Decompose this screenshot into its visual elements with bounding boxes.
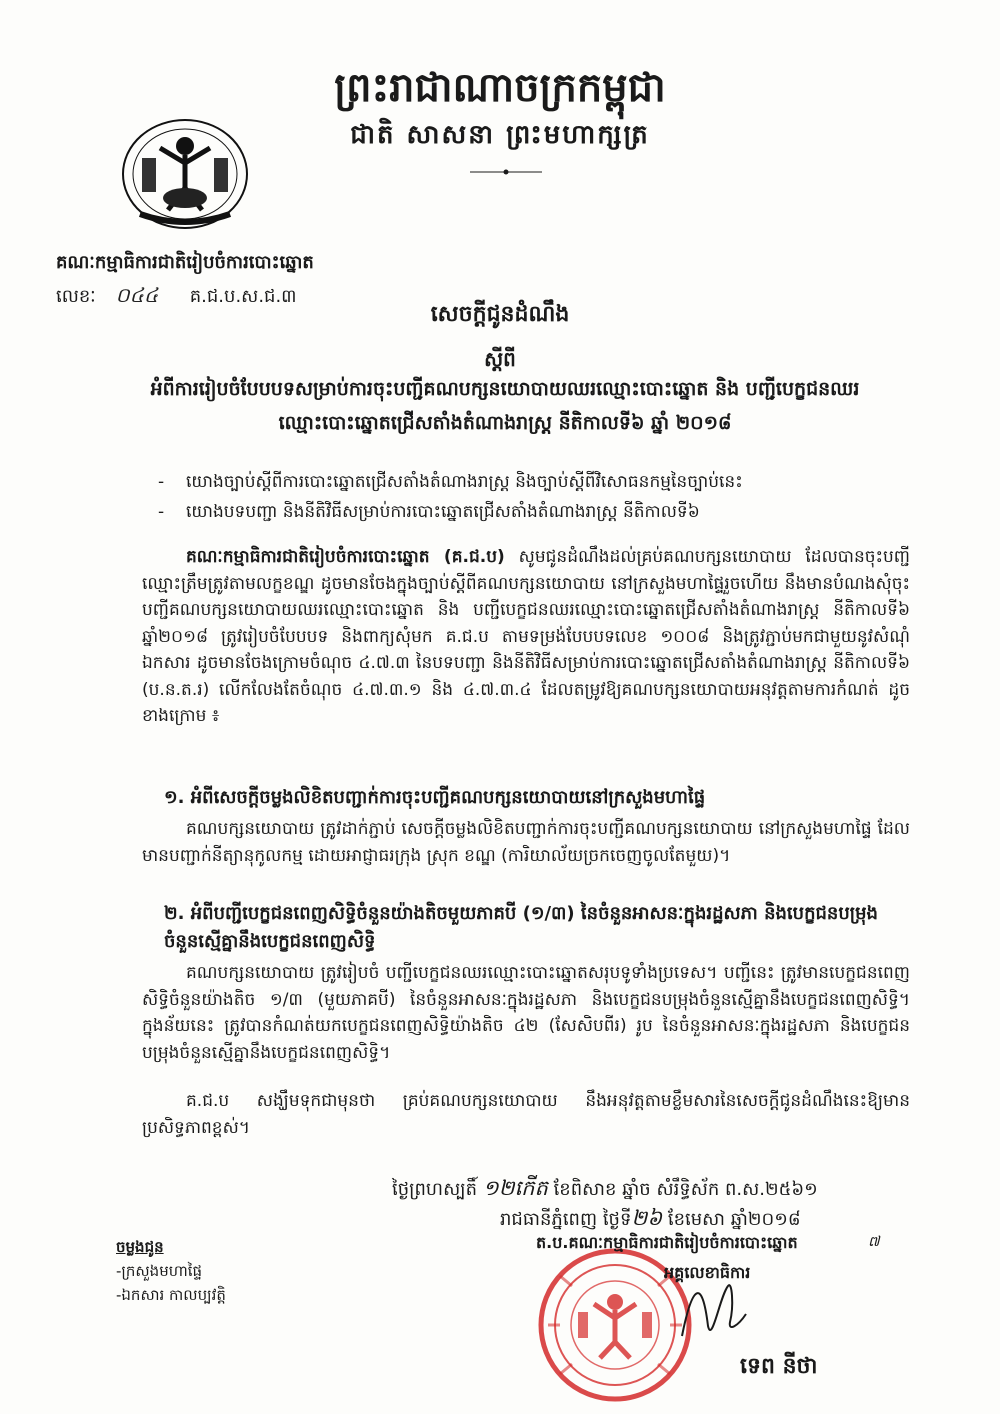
cc-item: -ឯកសារ កាលប្បវត្តិ xyxy=(116,1286,226,1304)
notice-title: សេចក្ដីជូនដំណឹង xyxy=(430,302,570,327)
intro-text: សូមជូនដំណឹងដល់គ្រប់គណបក្សនយោបាយ ដែលបានចុះបញ្ជីឈ្មោះត្រឹមត្រូវតាមលក្ខខណ្ឌ ដូចមានចែងក្នុងច្បាប់ស្ដីពីគណបក្សនយោបាយ នៅក្រសួងមហាផ្ទៃរួចហើយ នឹងមានបំណងសុំចុះបញ្ជីគណបក្សនយោបាយឈរឈ្មោះបោះឆ្នោត និង បញ្ជីបេក្ខជនឈរឈ្មោះបោះឆ្នោតជ្រើសតាំងតំណាងរាស្ត្រ នីតិកាលទី៦ ឆ្នាំ២០១៨ ត្រូវរៀបចំបែបបទ និងពាក្យសុំមក គ.ជ.ប តាមទម្រង់បែបបទលេខ ១០០៨ និងត្រូវភ្ជាប់មកជាមួយនូវសំណុំឯកសារ ដូចមានចែងក្រោមចំណុច ៤.៧.៣ នៃបទបញ្ជា និងនីតិវិធីសម្រាប់ការបោះឆ្នោតជ្រើសតាំងតំណាងរាស្ត្រ នីតិកាលទី៦ (ប.ន.ត.រ) លើកលែងតែចំណុច ៤.៧.៣.១ និង ៤.៧.៣.៤ ដែលតម្រូវឱ្យគណបក្សនយោបាយអនុវត្តតាមការកំណត់ ដូចខាងក្រោម ៖ xyxy=(142,547,910,726)
subject-heading: អំពីការរៀបចំបែបបទសម្រាប់ការចុះបញ្ជីគណបក្សនយោបាយឈរឈ្មោះបោះឆ្នោត និង បញ្ជីបេក្ខជនឈរឈ្មោះបោះឆ្នោតជ្រើសតាំងតំណាងរាស្ត្រ នីតិកាលទី៦ ឆ្នាំ ២០១៨ xyxy=(150,378,860,434)
solar-day: ២៦ xyxy=(631,1206,663,1230)
lunar-prefix: ថ្ងៃព្រហស្បតិ៍ xyxy=(392,1179,477,1200)
signatory-name: ទេព នីថា xyxy=(740,1354,818,1379)
basis-item: - យោងច្បាប់ស្ដីពីការបោះឆ្នោតជ្រើសតាំងតំណាងរាស្ត្រ និងច្បាប់ស្ដីពីវិសោធនកម្មនៃច្បាប់នេះ xyxy=(158,470,918,494)
section-body: គណបក្សនយោបាយ ត្រូវរៀបចំ បញ្ជីបេក្ខជនឈរឈ្មោះបោះឆ្នោតសរុបទូទាំងប្រទេស។ បញ្ជីនេះ ត្រូវមានបេក្ខជនពេញសិទ្ធិចំនួនយ៉ាងតិច ១/៣ (មួយភាគបី) នៃចំនួនអាសនៈក្នុងរដ្ឋសភា និងបេក្ខជនបម្រុងចំនួនស្មើគ្នានឹងបេក្ខជនពេញសិទ្ធិ។ ក្នុងន័យនេះ ត្រូវបានកំណត់យកបេក្ខជនពេញសិទ្ធិយ៉ាងតិច ៤២ (សែសិបពីរ) រូប នៃចំនួនអាសនៈក្នុងរដ្ឋសភា និងបេក្ខជនបម្រុងចំនួនស្មើគ្នានឹងបេក្ខជនពេញសិទ្ធិ។ xyxy=(142,963,910,1063)
kingdom-title: ព្រះរាជាណាចក្រកម្ពុជា xyxy=(334,65,666,111)
closing-paragraph: គ.ជ.ប សង្ឃឹមទុកជាមុនថា គ្រប់គណបក្សនយោបាយ នឹងអនុវត្តតាមខ្លឹមសារនៃសេចក្ដីជូនដំណឹងនេះឱ្យមានប្រសិទ្ធភាពខ្ពស់។ xyxy=(142,1091,910,1138)
national-motto: ជាតិ សាសនា ព្រះមហាក្សត្រ xyxy=(350,120,650,150)
signatory-organization: ត.ប.គណៈកម្មាធិការជាតិរៀបចំការបោះឆ្នោត xyxy=(536,1233,798,1252)
solar-prefix: រាជធានីភ្នំពេញ ថ្ងៃទី xyxy=(500,1209,632,1230)
intro-paragraph xyxy=(142,544,910,730)
section-heading: ២. អំពីបញ្ជីបេក្ខជនពេញសិទ្ធិចំនួនយ៉ាងតិចមួយភាគបី (១/៣) នៃចំនួនអាសនៈក្នុងរដ្ឋសភា និងបេក្ខជនបម្រុងចំនួនស្មើគ្នានឹងបេក្ខជនពេញសិទ្ធិ xyxy=(164,903,878,952)
section-body: គណបក្សនយោបាយ ត្រូវដាក់ភ្ជាប់ សេចក្ដីចម្លងលិខិតបញ្ជាក់ការចុះបញ្ជីគណបក្សនយោបាយ នៅក្រសួងមហាផ្ទៃ ដែលមានបញ្ជាក់នីត្យានុកូលកម្ម ដោយអាជ្ញាធរក្រុង ស្រុក ខណ្ឌ (ការិយាល័យច្រកចេញចូលតែមួយ)។ xyxy=(142,819,910,866)
lunar-rest: ខែពិសាខ ឆ្នាំច សំរឹទ្ធិស័ក ព.ស.២៥៦១ xyxy=(553,1179,818,1200)
issuer-committee: គណៈកម្មាធិការជាតិរៀបចំការបោះឆ្នោត xyxy=(56,252,314,273)
cc-item: -ក្រសួងមហាផ្ទៃ xyxy=(116,1262,203,1280)
lunar-day: ១២កើត xyxy=(482,1176,548,1200)
about-label: ស្ដីពី xyxy=(484,347,516,371)
lunar-date xyxy=(392,1175,818,1206)
nec-emblem xyxy=(120,118,250,230)
basis-text: យោងច្បាប់ស្ដីពីការបោះឆ្នោតជ្រើសតាំងតំណាងរាស្ត្រ និងច្បាប់ស្ដីពីវិសោធនកម្មនៃច្បាប់នេះ xyxy=(186,472,743,492)
section-heading: ១. អំពីសេចក្ដីចម្លងលិខិតបញ្ជាក់ការចុះបញ្ជីគណបក្សនយោបាយនៅក្រសួងមហាផ្ទៃ xyxy=(164,787,706,808)
basis-text: យោងបទបញ្ជា និងនីតិវិធីសម្រាប់ការបោះឆ្នោតជ្រើសតាំងតំណាងរាស្ត្រ នីតិកាលទី៦ xyxy=(186,502,700,522)
signatory-title: អគ្គលេខាធិការ xyxy=(664,1263,751,1282)
handwritten-initial: ៧ xyxy=(868,1234,880,1250)
ornament-divider xyxy=(470,168,542,176)
number-label: លេខៈ xyxy=(56,286,96,307)
cc-label: ចម្លងជូន xyxy=(116,1238,164,1256)
intro-lead: គណៈកម្មាធិការជាតិរៀបចំការបោះឆ្នោត (គ.ជ.ប) xyxy=(186,547,505,567)
basis-item: - យោងបទបញ្ជា និងនីតិវិធីសម្រាប់ការបោះឆ្នោតជ្រើសតាំងតំណាងរាស្ត្រ នីតិកាលទី៦ xyxy=(158,500,918,524)
number-reference: គ.ជ.ប.ស.ជ.៣ xyxy=(189,286,297,307)
number-value: ០៤៤ xyxy=(115,283,158,307)
solar-rest: ខែមេសា ឆ្នាំ២០១៨ xyxy=(667,1209,801,1230)
